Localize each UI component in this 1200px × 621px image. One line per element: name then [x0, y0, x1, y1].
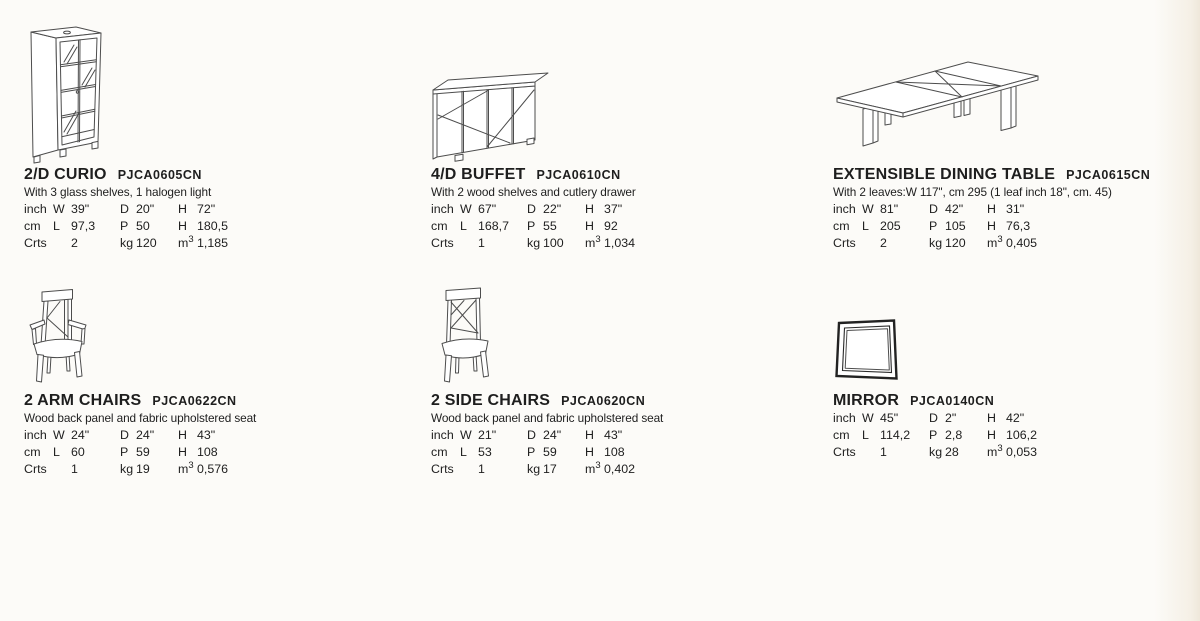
- spec-row-crts: [833, 235, 1193, 252]
- cartons-cell: 1: [880, 445, 887, 459]
- product-code: PJCA0140CN: [910, 394, 995, 408]
- row-label: inch: [24, 428, 47, 442]
- height-cell: H 108: [178, 445, 218, 459]
- spec-row-cm: [833, 218, 1193, 235]
- spec-row-cm: [833, 427, 1193, 444]
- spec-row-inch: [24, 427, 424, 444]
- spec-row-inch: [24, 201, 424, 218]
- page-edge-shadow: [1154, 0, 1200, 621]
- width-cell: W 45": [862, 411, 899, 425]
- row-label: Crts: [24, 462, 47, 476]
- weight-cell: kg 120: [120, 236, 157, 250]
- height-cell: H 180,5: [178, 219, 229, 233]
- width-cell: W 81": [862, 202, 899, 216]
- spec-table: [833, 410, 1193, 461]
- spec-row-cm: [24, 444, 424, 461]
- product-code: PJCA0610CN: [536, 168, 621, 182]
- depth-cell: D 2": [929, 411, 957, 425]
- height-cell: H 108: [585, 445, 625, 459]
- spec-row-crts: [833, 444, 1193, 461]
- spec-row-cm: [431, 444, 831, 461]
- arm-chair-icon: [24, 285, 94, 384]
- width-cell: W 67": [460, 202, 497, 216]
- spec-table: [24, 201, 424, 252]
- spec-row-crts: [24, 235, 424, 252]
- curio-cabinet-icon: [24, 14, 119, 166]
- product-code: PJCA0622CN: [152, 394, 237, 408]
- weight-cell: kg 17: [527, 462, 557, 476]
- height-cell: H 31": [987, 202, 1025, 216]
- volume-cell: $m^3$ 1,034: [585, 234, 636, 250]
- weight-cell: kg 28: [929, 445, 959, 459]
- height-cell: H 42": [987, 411, 1025, 425]
- row-label: cm: [431, 219, 448, 233]
- height-cell: H 92: [585, 219, 618, 233]
- depth-cell: D 42": [929, 202, 964, 216]
- spec-row-crts: [431, 461, 831, 478]
- product-name: MIRROR: [833, 392, 900, 409]
- length-cell: L 205: [862, 219, 901, 233]
- product-title: [431, 392, 831, 410]
- height-cell: H 76,3: [987, 219, 1031, 233]
- product-description: With 2 wood shelves and cutlery drawer: [431, 185, 636, 199]
- row-label: Crts: [24, 236, 47, 250]
- product-title: [431, 166, 831, 184]
- curio-cabinet-drawing: [24, 14, 119, 166]
- side-chair-drawing: [436, 285, 498, 384]
- row-label: Crts: [431, 236, 454, 250]
- spec-row-inch: [431, 427, 831, 444]
- product-name: 2/D CURIO: [24, 166, 107, 183]
- volume-cell: $m^3$ 0,053: [987, 443, 1038, 459]
- cartons-cell: 1: [478, 236, 485, 250]
- row-label: cm: [431, 445, 448, 459]
- width-cell: W 24": [53, 428, 90, 442]
- product-description: With 2 leaves:W 117", cm 295 (1 leaf inch 18", cm. 45): [833, 185, 1112, 199]
- cartons-cell: 1: [71, 462, 78, 476]
- volume-cell: $m^3$ 0,576: [178, 460, 229, 476]
- row-label: inch: [431, 428, 454, 442]
- spec-row-inch: [833, 201, 1193, 218]
- cartons-cell: 2: [880, 236, 887, 250]
- arm-chair-drawing: [24, 285, 94, 384]
- row-label: Crts: [833, 445, 856, 459]
- volume-cell: $m^3$ 0,402: [585, 460, 636, 476]
- depth-cell: D 20": [120, 202, 155, 216]
- product-title: [24, 392, 424, 410]
- depth-cell: P 50: [120, 219, 150, 233]
- depth-cell: P 59: [527, 445, 557, 459]
- depth-cell: P 55: [527, 219, 557, 233]
- product-title: [833, 392, 1193, 410]
- product-title: [833, 166, 1193, 184]
- row-label: inch: [431, 202, 454, 216]
- height-cell: H 43": [178, 428, 216, 442]
- length-cell: L 53: [460, 445, 492, 459]
- depth-cell: P 2,8: [929, 428, 963, 442]
- spec-row-cm: [431, 218, 831, 235]
- product-code: PJCA0605CN: [117, 168, 202, 182]
- width-cell: W 39": [53, 202, 90, 216]
- spec-table: [431, 201, 831, 252]
- height-cell: H 72": [178, 202, 216, 216]
- dining-table-icon: [833, 58, 1048, 162]
- product-description: Wood back panel and fabric upholstered seat: [24, 411, 257, 425]
- height-cell: H 106,2: [987, 428, 1038, 442]
- spec-row-inch: [431, 201, 831, 218]
- buffet-icon: [431, 63, 551, 166]
- product-name: 2 ARM CHAIRS: [24, 392, 142, 409]
- mirror-drawing: [833, 318, 901, 384]
- weight-cell: kg 19: [120, 462, 150, 476]
- row-label: cm: [24, 445, 41, 459]
- length-cell: L 60: [53, 445, 85, 459]
- product-code: PJCA0615CN: [1066, 168, 1151, 182]
- row-label: cm: [833, 428, 850, 442]
- volume-cell: $m^3$ 0,405: [987, 234, 1038, 250]
- row-label: Crts: [833, 236, 856, 250]
- row-label: cm: [24, 219, 41, 233]
- weight-cell: kg 100: [527, 236, 564, 250]
- row-label: cm: [833, 219, 850, 233]
- volume-cell: $m^3$ 1,185: [178, 234, 229, 250]
- spec-row-crts: [24, 461, 424, 478]
- product-code: PJCA0620CN: [561, 394, 646, 408]
- row-label: inch: [833, 202, 856, 216]
- length-cell: L 114,2: [862, 428, 911, 442]
- cartons-cell: 2: [71, 236, 78, 250]
- depth-cell: D 22": [527, 202, 562, 216]
- row-label: Crts: [431, 462, 454, 476]
- depth-cell: P 105: [929, 219, 966, 233]
- row-label: inch: [24, 202, 47, 216]
- dining-table-drawing: [833, 58, 1048, 162]
- product-name: 4/D BUFFET: [431, 166, 526, 183]
- product-name: EXTENSIBLE DINING TABLE: [833, 166, 1056, 183]
- product-title: [24, 166, 424, 184]
- buffet-drawing: [431, 63, 551, 166]
- length-cell: L 168,7: [460, 219, 510, 233]
- product-description: Wood back panel and fabric upholstered seat: [431, 411, 664, 425]
- depth-cell: D 24": [120, 428, 155, 442]
- spec-row-cm: [24, 218, 424, 235]
- length-cell: L 97,3: [53, 219, 96, 233]
- spec-table: [833, 201, 1193, 252]
- width-cell: W 21": [460, 428, 497, 442]
- spec-row-inch: [833, 410, 1193, 427]
- product-name: 2 SIDE CHAIRS: [431, 392, 551, 409]
- side-chair-icon: [436, 285, 498, 384]
- row-label: inch: [833, 411, 856, 425]
- height-cell: H 43": [585, 428, 623, 442]
- mirror-icon: [833, 318, 901, 384]
- weight-cell: kg 120: [929, 236, 966, 250]
- depth-cell: D 24": [527, 428, 562, 442]
- spec-row-crts: [431, 235, 831, 252]
- cartons-cell: 1: [478, 462, 485, 476]
- depth-cell: P 59: [120, 445, 150, 459]
- spec-table: [431, 427, 831, 478]
- spec-table: [24, 427, 424, 478]
- height-cell: H 37": [585, 202, 623, 216]
- product-description: With 3 glass shelves, 1 halogen light: [24, 185, 212, 199]
